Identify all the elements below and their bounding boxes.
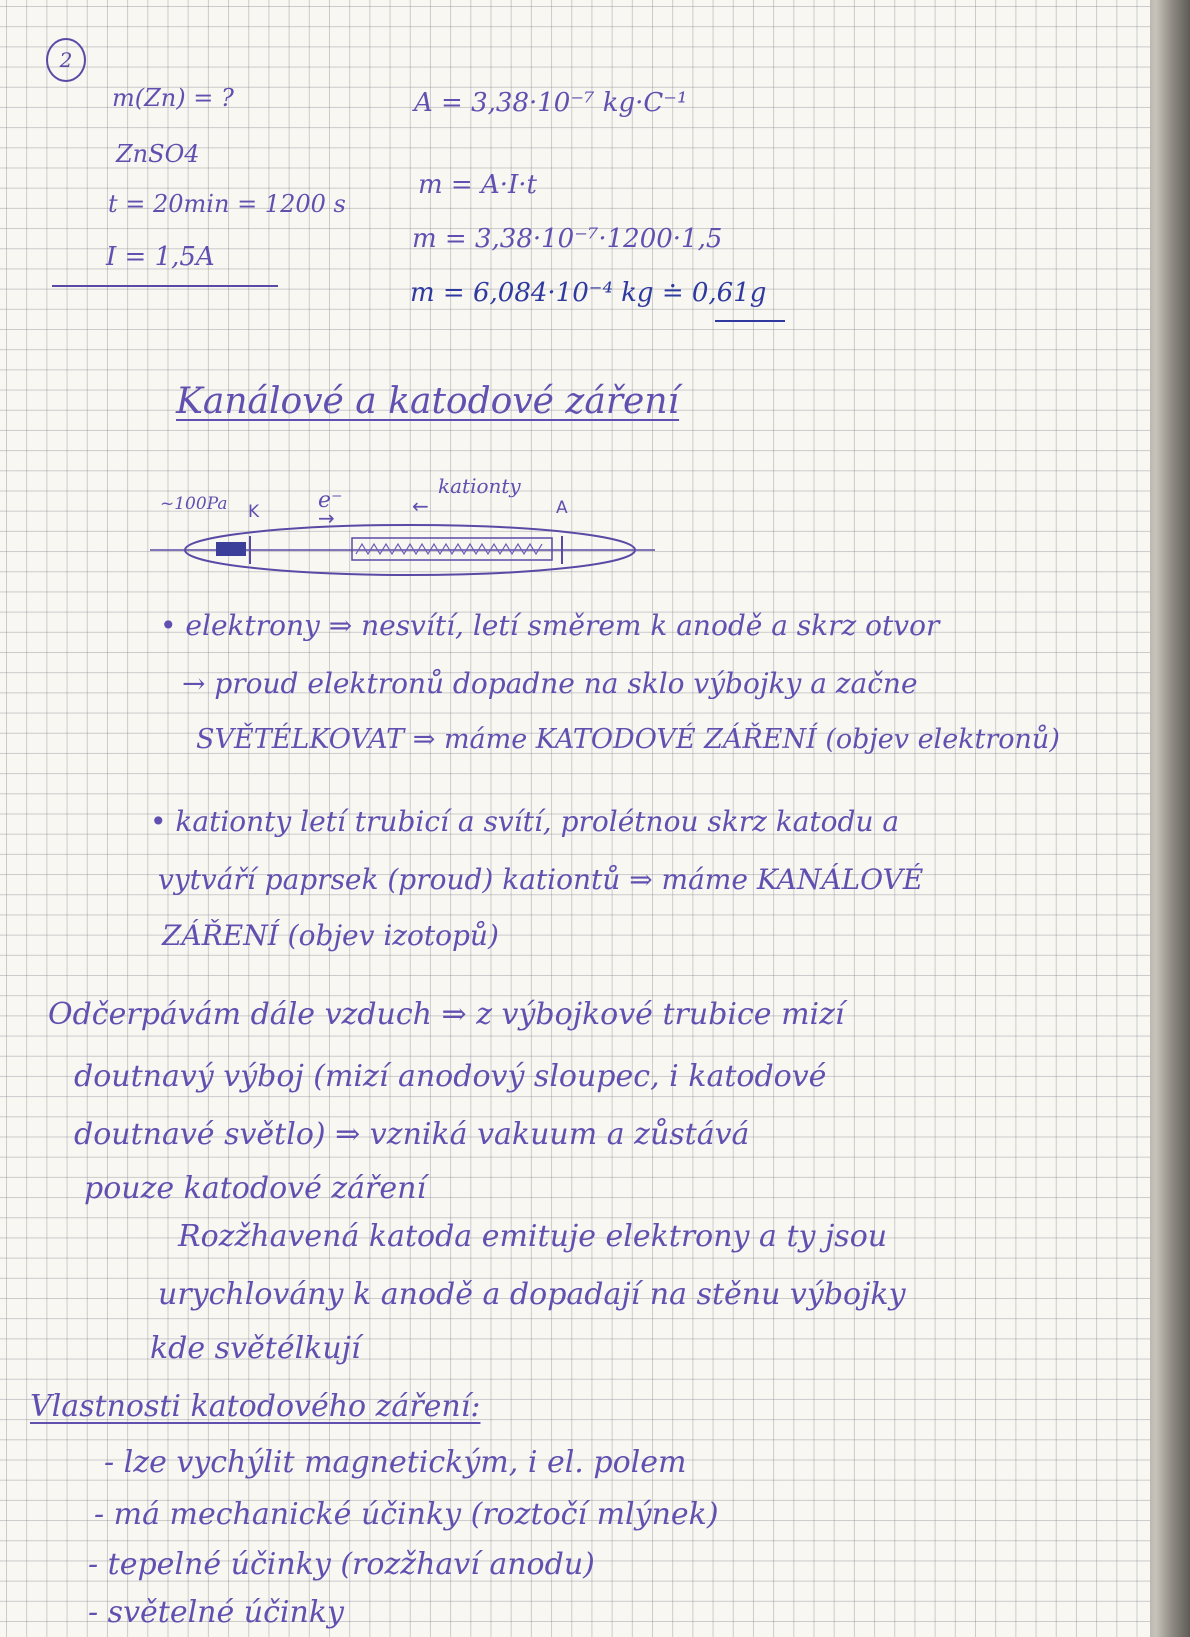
note-line: ZÁŘENÍ (objev izotopů) xyxy=(162,919,499,952)
cathode-label: K xyxy=(248,502,260,522)
properties-title: Vlastnosti katodového záření: xyxy=(30,1389,481,1424)
note-line: • kationty letí trubicí a svítí, prolétnou skrz katodu a xyxy=(150,805,900,838)
property-item: - tepelné účinky (rozžhaví anodu) xyxy=(88,1547,595,1582)
given-line: m(Zn) = ? xyxy=(112,84,234,112)
note-line: pouze katodové záření xyxy=(84,1171,427,1206)
cations-label: kationty xyxy=(438,474,521,498)
formula-line: m = 3,38·10⁻⁷·1200·1,5 xyxy=(412,224,723,254)
note-line: Odčerpávám dále vzduch ⇒ z výbojkové trubice mizí xyxy=(48,997,845,1032)
note-line: Rozžhavená katoda emituje elektrony a ty jsou xyxy=(178,1219,888,1254)
result-underline xyxy=(715,320,785,322)
cation-arrow-icon: ← xyxy=(412,494,429,518)
note-line: doutnavý výboj (mizí anodový sloupec, i katodové xyxy=(74,1059,827,1094)
anode-label: A xyxy=(556,498,568,518)
property-item: - má mechanické účinky (roztočí mlýnek) xyxy=(94,1497,719,1532)
given-separator xyxy=(52,285,278,287)
formula-line: m = A·I·t xyxy=(418,170,537,200)
note-line: doutnavé světlo) ⇒ vzniká vakuum a zůstává xyxy=(74,1117,750,1152)
discharge-tube-diagram xyxy=(150,470,670,580)
property-item: - světelné účinky xyxy=(88,1595,344,1630)
formula-result: m = 6,084·10⁻⁴ kg ≐ 0,61g xyxy=(410,278,767,308)
section-heading: Kanálové a katodové záření xyxy=(176,381,680,422)
pressure-label: ~100Pa xyxy=(160,494,228,514)
electron-arrow-icon: → xyxy=(318,506,335,530)
given-line: ZnSO4 xyxy=(116,140,200,168)
note-line: vytváří paprsek (proud) kationtů ⇒ máme KANÁLOVÉ xyxy=(158,863,924,896)
note-line: • elektrony ⇒ nesvítí, letí směrem k anodě a skrz otvor xyxy=(160,609,940,642)
problem-number: 2 xyxy=(46,38,86,82)
note-line: kde světélkují xyxy=(150,1331,361,1366)
given-line: I = 1,5A xyxy=(106,242,215,272)
electron-label: e⁻ xyxy=(318,488,343,513)
property-item: - lze vychýlit magnetickým, i el. polem xyxy=(104,1445,687,1480)
given-line: t = 20min = 1200 s xyxy=(108,190,346,218)
note-line: SVĚTÉLKOVAT ⇒ máme KATODOVÉ ZÁŘENÍ (objev elektronů) xyxy=(196,724,1060,755)
formula-line: A = 3,38·10⁻⁷ kg·C⁻¹ xyxy=(414,88,688,118)
cathode-plate xyxy=(216,542,246,556)
note-line: → proud elektronů dopadne na sklo výbojky a začne xyxy=(182,667,918,700)
note-line: urychlovány k anodě a dopadají na stěnu výbojky xyxy=(158,1277,906,1312)
glow-hatching xyxy=(356,544,542,554)
notebook-spine xyxy=(1150,0,1190,1637)
glow-region xyxy=(352,538,552,560)
